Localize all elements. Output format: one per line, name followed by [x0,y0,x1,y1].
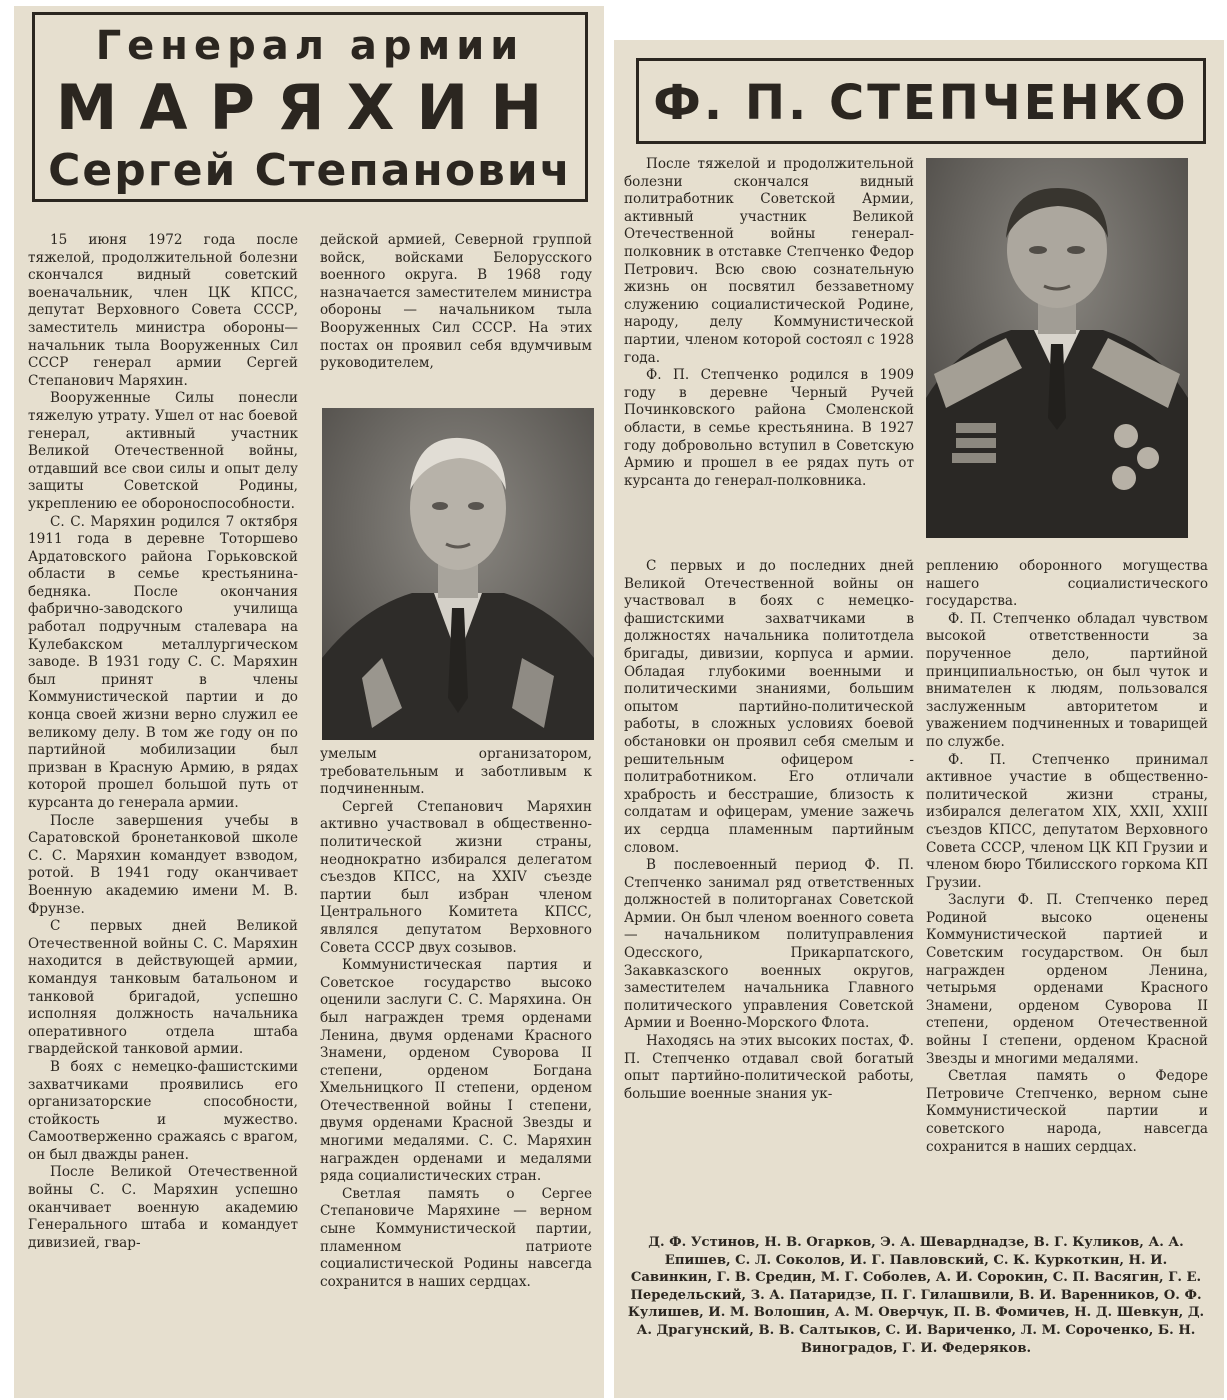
paragraph: В боях с немецко-фашистскими захватчиками проявились его организаторские способности, стойкость и мужество. Самоотверженно сражаясь с врагом, он был дважды ранен. [28,1058,298,1163]
paragraph: С. С. Маряхин родился 7 октября 1911 года в деревне Тоторшево Ардатовского района Горьковской области в семье крестьянина-бедняка. После окончания фабрично-заводского училища работал подручным сталевара на Кулебакском металлургическом заводе. В 1931 году С. С. Маряхин был принят в члены Коммунистической партии и до конца своей жизни верно служил ее великому делу. В том же году он по партийной мобилизации был призван в Красную Армию, в рядах которой прошел большой путь от курсанта до генерала армии. [28,513,298,811]
left-article-column-1 [28,232,298,1252]
paragraph: дейской армией, Северной группой войск, войсками Белорусского военного округа. В 1968 году назначается заместителем министра обороны — начальником тыла Вооруженных Сил СССР. На этих постах он проявил себя вдумчивым руководителем, [320,232,592,372]
paragraph: После завершения учебы в Саратовской бронетанковой школе С. С. Маряхин командует взводом, ротой. В 1941 году оканчивает Военную академию имени М. В. Фрунзе. [28,812,298,917]
right-clipping [614,40,1224,1398]
right-headline-box [636,58,1206,144]
signatories-text: Д. Ф. Устинов, Н. В. Огарков, Э. А. Шеварднадзе, В. Г. Куликов, А. А. Епишев, С. Л. Соколов, И. Г. Павловский, С. К. Куркоткин, Н. И. Савинкин, Г. В. Средин, М. Г. Соболев, А. И. Сорокин, С. П. Васягин, Г. Е. Передельский, З. А. Патаридзе, П. Г. Гилашвили, В. И. Варенников, О. Ф. Кулишев, И. М. Волошин, А. М. Оверчук, П. В. Фомичев, Н. Д. Шевкун, Д. А. Драгунский, В. В. Салтыков, С. И. Вариченко, Л. М. Сороченко, Б. Н. Виноградов, Г. И. Федеряков. [627,1235,1205,1356]
paragraph: Вооруженные Силы понесли тяжелую утрату. Ушел от нас боевой генерал, активный участник Великой Отечественной войны, отдавший все свои силы и опыт делу защиты Советской Родины, укреплению ее обороноспособности. [28,390,298,512]
paragraph: Ф. П. Степченко принимал активное участие в общественно-политической жизни страны, избирался делегатом XIX, XXII, XXIII съездов КПСС, депутатом Верховного Совета СССР, членом ЦК КП Грузии и членом бюро Тбилисского горкома КП Грузии. [926,751,1208,891]
paragraph: Коммунистическая партия и Советское государство высоко оценили заслуги С. С. Маряхина. Он был награжден тремя орденами Ленина, двумя орденами Красного Знамени, орденом Суворова II степени, орденом Богдана Хмельницкого II степени, орденом Отечественной войны I степени, двумя орденами Красной Звезды и многими медалями. С. С. Маряхин награжден орденами и медалями ряда социалистических стран. [320,957,592,1185]
paragraph: Ф. П. Степченко обладал чувством высокой ответственности за порученное дело, партийной принципиальностью, он был чуток и внимателен к людям, пользовался заслуженным авторитетом и уважением подчиненных и товарищей по службе. [926,610,1208,750]
portrait-stepchenko-drawing [926,158,1188,538]
left-headline-name: Сергей Степанович [48,145,572,196]
paragraph: После тяжелой и продолжительной болезни скончался видный политработник Советской Армии, активный участник Великой Отечественной войны генерал-полковник в отставке Степченко Федор Петрович. Всю свою сознательную жизнь он посвятил беззаветному служению социалистической Родине, народу, делу Коммунистической партии, членом которой состоял с 1928 года. [624,156,914,366]
paragraph: Находясь на этих высоких постах, Ф. П. Степченко отдавал свой богатый опыт партийно-политической работы, большие военные знания ук- [624,1033,914,1102]
paragraph: Светлая память о Федоре Петровиче Степченко, верном сыне Коммунистической партии и советского народа, навсегда сохранится в наших сердцах. [926,1068,1208,1155]
right-headline: Ф. П. СТЕПЧЕНКО [653,75,1189,131]
paragraph: Ф. П. Степченко родился в 1909 году в деревне Черный Ручей Починковского района Смоленской области, в семье крестьянина. В 1927 году добровольно вступил в Советскую Армию и прошел в ее рядах путь от курсанта до генерал-полковника. [624,367,914,489]
paragraph: умелым организатором, требовательным и заботливым к подчиненным. [320,746,592,798]
right-article-column-2 [926,558,1208,1156]
left-clipping [14,6,604,1398]
left-headline-box [32,12,588,202]
paragraph: Светлая память о Сергее Степановиче Маряхине — верном сыне Коммунистической партии, пламенном патриоте социалистической Родины навсегда сохранится в наших сердцах. [320,1185,592,1290]
portrait-photo-maryakhin [322,408,594,740]
paragraph: После Великой Отечественной войны С. С. Маряхин успешно оканчивает военную академию Генерального штаба и командует дивизией, гвар- [28,1164,298,1251]
left-article-column-2-bottom [320,746,592,1291]
left-article-column-2-top [320,232,592,373]
paragraph: В послевоенный период Ф. П. Степченко занимал ряд ответственных должностей в политорганах Советской Армии. Он был членом военного совета — начальником политуправления Одесского, Прикарпатского, Закавказского военных округов, заместителем начальника Главного политического управления Советской Армии и Военно-Морского Флота. [624,857,914,1032]
paragraph: Заслуги Ф. П. Степченко перед Родиной высоко оценены Коммунистической партией и Советским государством. Он был награжден орденом Ленина, четырьмя орденами Красного Знамени, орденом Суворова II степени, орденом Отечественной войны I степени, орденом Красной Звезды и многими медалями. [926,892,1208,1067]
right-article-column-1-bottom [624,558,914,1103]
paragraph: С первых дней Великой Отечественной войны С. С. Маряхин находится в действующей армии, командуя танковым батальоном и танковой бригадой, успешно исполняя должность начальника оперативного отдела штаба гвардейской танковой армии. [28,918,298,1058]
signatories-list [624,1234,1208,1357]
portrait-photo-stepchenko [926,158,1188,538]
left-headline-surname: МАРЯХИН [55,71,565,144]
paragraph: С первых и до последних дней Великой Отечественной войны он участвовал в боях с немецко-фашистскими захватчиками в должностях начальника политотдела бригады, дивизии, корпуса и армии. Обладая глубокими военными и политическими знаниями, большим опытом партийно-политической работы, в сложных условиях боевой обстановки он проявил себя смелым и решительным офицером - политработником. Его отличали храбрость и бесстрашие, близость к солдатам и офицерам, умение зажечь их сердца пламенным партийным словом. [624,558,914,856]
left-headline-rank: Генерал армии [95,23,525,69]
paragraph: Сергей Степанович Маряхин активно участвовал в общественно-политической жизни страны, неоднократно избирался делегатом съездов КПСС, на XXIV съезде партии был избран членом Центрального Комитета КПСС, являлся депутатом Верховного Совета СССР двух созывов. [320,798,592,956]
paragraph: 15 июня 1972 года после тяжелой, продолжительной болезни скончался видный советский военачальник, член ЦК КПСС, депутат Верховного Совета СССР, заместитель министра обороны—начальник тыла Вооруженных Сил СССР генерал армии Сергей Степанович Маряхин. [28,232,298,389]
right-article-column-1-top [624,156,914,490]
paragraph: реплению оборонного могущества нашего социалистического государства. [926,558,1208,610]
portrait-maryakhin-drawing [322,408,594,740]
